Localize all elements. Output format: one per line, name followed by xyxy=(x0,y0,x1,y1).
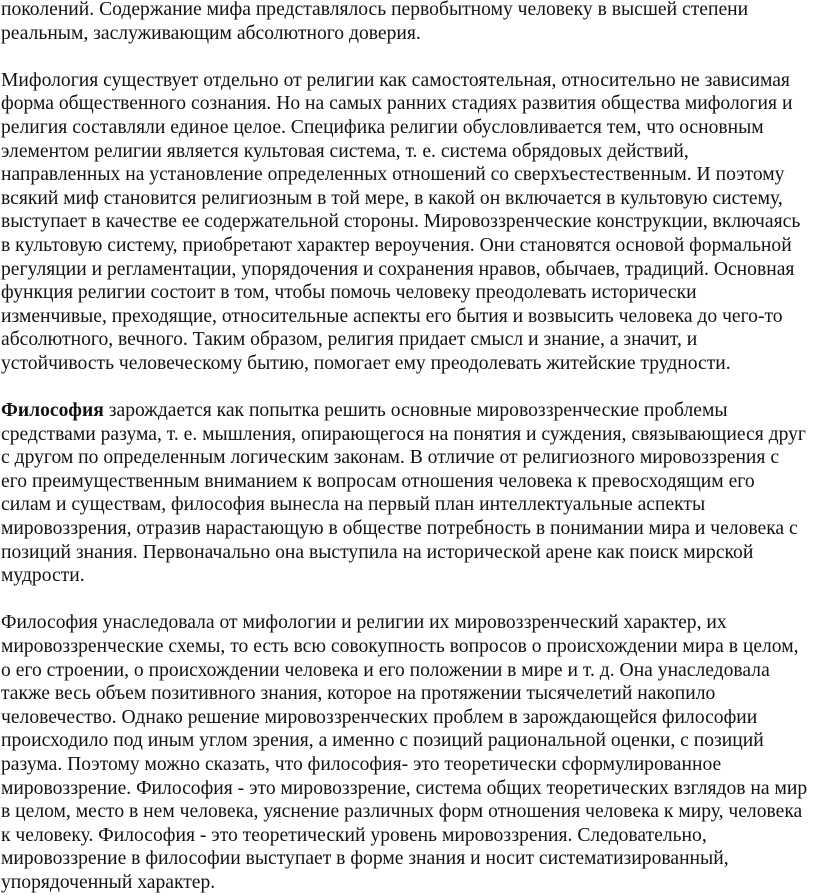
paragraph-2 xyxy=(1,69,816,376)
text-line: абсолютного, вечного. Таким образом, религия придает смысл и знание, а значит, и xyxy=(1,329,698,351)
paragraph-gap xyxy=(1,376,816,400)
text-line: к человеку. Философия - это теоретический уровень мировоззрения. Следовательно, xyxy=(1,824,707,846)
text-line: также весь объем позитивного знания, которое на протяжении тысячелетий накопило xyxy=(1,683,716,705)
text-line: мировоззрения, отразив нарастающую в обществе потребность в понимании мира и человека с xyxy=(1,518,798,540)
text-line: мудрости. xyxy=(1,565,85,587)
text-line: поколений. Содержание мифа представлялось первобытному человеку в высшей степени xyxy=(1,0,749,20)
text-line: с другом по определенным логическим законам. В отличие от религиозного мировоззрения с xyxy=(1,447,780,469)
paragraph-gap xyxy=(1,588,816,612)
text-line: позиций знания. Первоначально она выступила на исторической арене как поиск мирской xyxy=(1,541,754,563)
text-line: Мифология существует отдельно от религии как самостоятельная, относительно не зависимая xyxy=(1,69,790,91)
text-line: форма общественного сознания. Но на самых ранних стадиях развития общества мифология и xyxy=(1,93,793,115)
text-line: разума. Поэтому можно сказать, что философия- это теоретически сформулированное xyxy=(1,754,722,775)
text-line: в культовую систему, приобретают характер вероучения. Они становятся основой формальной xyxy=(1,234,792,256)
paragraph-3 xyxy=(1,399,816,588)
text-line: упорядоченный характер. xyxy=(1,871,216,893)
text-line: элементом религии является культовая система, т. е. система обрядовых действий, xyxy=(1,140,689,162)
text-line: мировоззренческие схемы, то есть всю совокупность вопросов о происхождении мира в целом, xyxy=(1,636,799,658)
text-line: изменчивые, преходящие, относительные аспекты его бытия и возвысить человека до чего-то xyxy=(1,305,783,327)
text-line: мировоззрение. Философия - это мировоззрение, система общих теоретических взглядов на мир xyxy=(1,777,808,799)
paragraph-gap xyxy=(1,45,816,69)
text-line: функция религии состоит в том, чтобы помочь человеку преодолевать исторически xyxy=(1,282,697,304)
bold-term: Философия xyxy=(1,400,104,422)
text-line: средствами разума, т. е. мышления, опирающегося на понятия и суждения, связывающиеся друг xyxy=(1,423,806,445)
text-line xyxy=(1,399,816,423)
text-line: регуляции и регламентации, упорядочения и сохранения нравов, обычаев, традиций. Основная xyxy=(1,258,795,280)
text-line: мировоззрение в философии выступает в форме знания и носит систематизированный, xyxy=(1,848,729,870)
text-line: выступает в качестве ее содержательной стороны. Мировоззренческие конструкции, включаясь xyxy=(1,211,801,233)
text-line: устойчивость человеческому бытию, помогает ему преодолевать житейские трудности. xyxy=(1,352,731,374)
text-line: в целом, место в нем человека, уяснение различных форм отношения человека к миру, человека xyxy=(1,801,803,823)
text-line: происходило под иным углом зрения, а именно с позиций рациональной оценки, с позиций xyxy=(1,730,764,752)
text-line: направленных на установление определенных отношений со сверхъестественным. И поэтому xyxy=(1,164,785,186)
text-line: его преимущественным вниманием к вопросам отношения человека к превосходящим его xyxy=(1,470,755,492)
text-line: силам и существам, философия вынесла на первый план интеллектуальные аспекты xyxy=(1,494,706,516)
paragraph-4 xyxy=(1,611,816,894)
text-line-rest: зарождается как попытка решить основные мировоззренческие проблемы xyxy=(103,400,728,422)
paragraph-1 xyxy=(1,0,816,45)
text-line: религия составляли единое целое. Специфика религии обусловливается тем, что основным xyxy=(1,116,764,138)
text-line: о его строении, о происхождении человека и его положении в мире и т. д. Она унаследовала xyxy=(1,659,770,681)
text-line: реальным, заслуживающим абсолютного доверия. xyxy=(1,22,421,44)
text-line: человечество. Однако решение мировоззренческих проблем в зарождающейся философии xyxy=(1,706,758,728)
text-line: всякий миф становится религиозным в той мере, в какой он включается в культовую систему, xyxy=(1,187,783,209)
text-line: Философия унаследовала от мифологии и религии их мировоззренческий характер, их xyxy=(1,612,727,634)
